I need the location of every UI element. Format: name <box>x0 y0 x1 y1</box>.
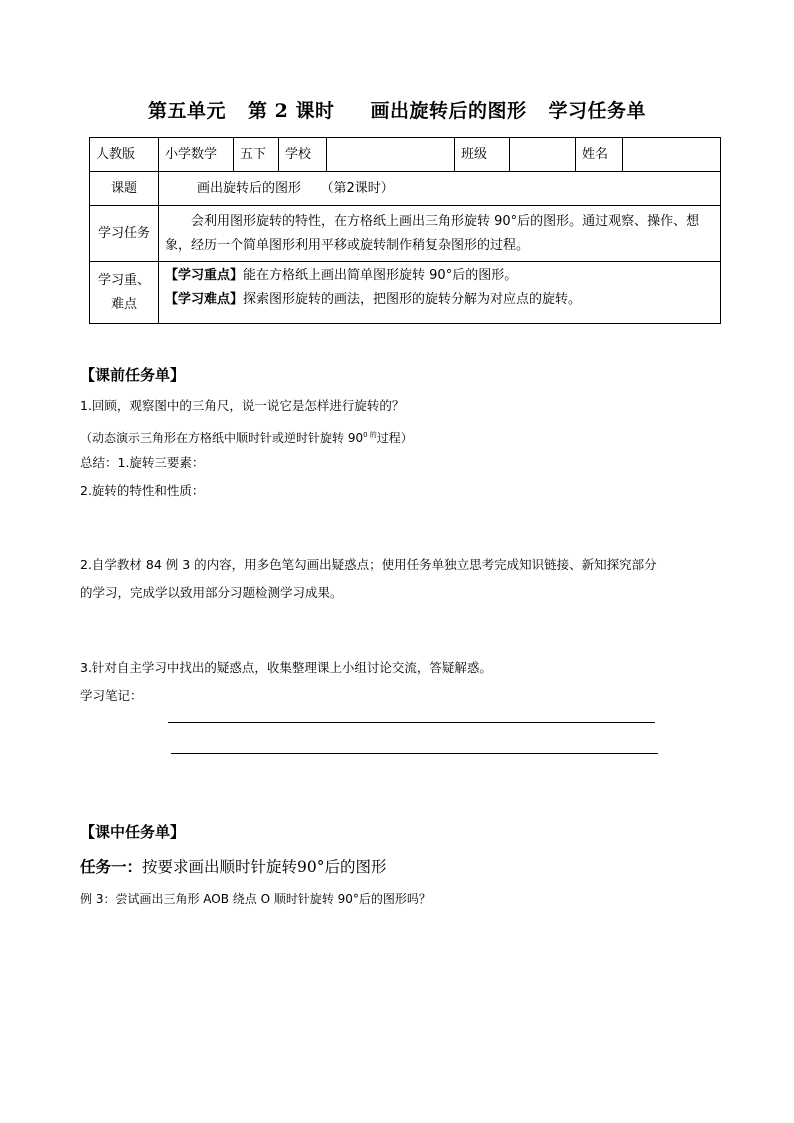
publisher-cell: 人教版 <box>90 138 159 172</box>
title-topic: 画出旋转后的图形 <box>370 100 527 122</box>
title-unit: 第五单元 <box>148 100 227 122</box>
class-field[interactable] <box>510 138 576 172</box>
notes-line-2[interactable] <box>171 753 658 754</box>
in-class-heading: 【课中任务单】 <box>80 823 186 841</box>
topic-value: 画出旋转后的图形 （第2课时） <box>159 172 721 206</box>
pre-q1-note-end: 过程） <box>376 431 413 445</box>
task1-title <box>80 855 387 877</box>
name-label: 姓名 <box>576 138 623 172</box>
task-label: 学习任务 <box>90 206 159 262</box>
subject-cell: 小学数学 <box>159 138 234 172</box>
pre-q3: 3.针对自主学习中找出的疑惑点，收集整理课上小组讨论交流，答疑解惑。 <box>80 660 492 675</box>
pre-class-heading: 【课前任务单】 <box>80 366 186 384</box>
pre-q2-line1: 2.自学教材 84 例 3 的内容，用多色笔勾画出疑惑点；使用任务单独立思考完成知识链接、新知探究部分 <box>80 557 657 572</box>
page-title <box>0 96 794 123</box>
key-label-1: 学习重、 <box>97 272 150 288</box>
info-table <box>89 137 721 324</box>
pre-q1-note-sup: 0 的 <box>363 431 377 439</box>
grade-cell: 五下 <box>234 138 279 172</box>
pre-q1-note <box>80 425 413 448</box>
key-point-text: 能在方格纸上画出简单图形旋转 90°后的图形。 <box>243 268 518 283</box>
title-doc: 学习任务单 <box>548 100 646 122</box>
pre-summary-2: 2.旋转的特性和性质： <box>80 483 205 498</box>
title-lesson: 第 2 课时 <box>248 100 335 122</box>
name-field[interactable] <box>623 138 721 172</box>
key-points-label <box>90 262 159 324</box>
difficulty-text: 探索图形旋转的画法，把图形的旋转分解为对应点的旋转。 <box>243 292 582 307</box>
task1-text: 按要求画出顺时针旋转90°后的图形 <box>142 858 387 876</box>
task-value: 会利用图形旋转的特性，在方格纸上画出三角形旋转 90°后的图形。通过观察、操作、想象，经历一个简单图形利用平移或旋转制作稍复杂图形的过程。 <box>159 206 721 262</box>
example-3: 例 3：尝试画出三角形 AOB 绕点 O 顺时针旋转 90°后的图形吗？ <box>80 892 431 906</box>
school-field[interactable] <box>327 138 455 172</box>
pre-q1-note-text: （动态演示三角形在方格纸中顺时针或逆时针旋转 90 <box>80 431 364 445</box>
pre-q1: 1.回顾，观察图中的三角尺，说一说它是怎样进行旋转的？ <box>80 398 405 413</box>
difficulty-tag: 【学习难点】 <box>165 292 244 307</box>
pre-q2-line2: 的学习，完成学以致用部分习题检测学习成果。 <box>80 585 343 600</box>
key-points-value <box>159 262 721 324</box>
class-label: 班级 <box>455 138 510 172</box>
topic-label: 课题 <box>90 172 159 206</box>
school-label: 学校 <box>279 138 327 172</box>
key-point-tag: 【学习重点】 <box>165 268 244 283</box>
notes-label: 学习笔记： <box>80 688 143 703</box>
notes-line-1[interactable] <box>168 722 655 723</box>
pre-summary: 总结：1.旋转三要素： <box>80 455 205 470</box>
task1-tag: 任务一： <box>80 857 143 876</box>
key-label-2: 难点 <box>110 296 137 312</box>
